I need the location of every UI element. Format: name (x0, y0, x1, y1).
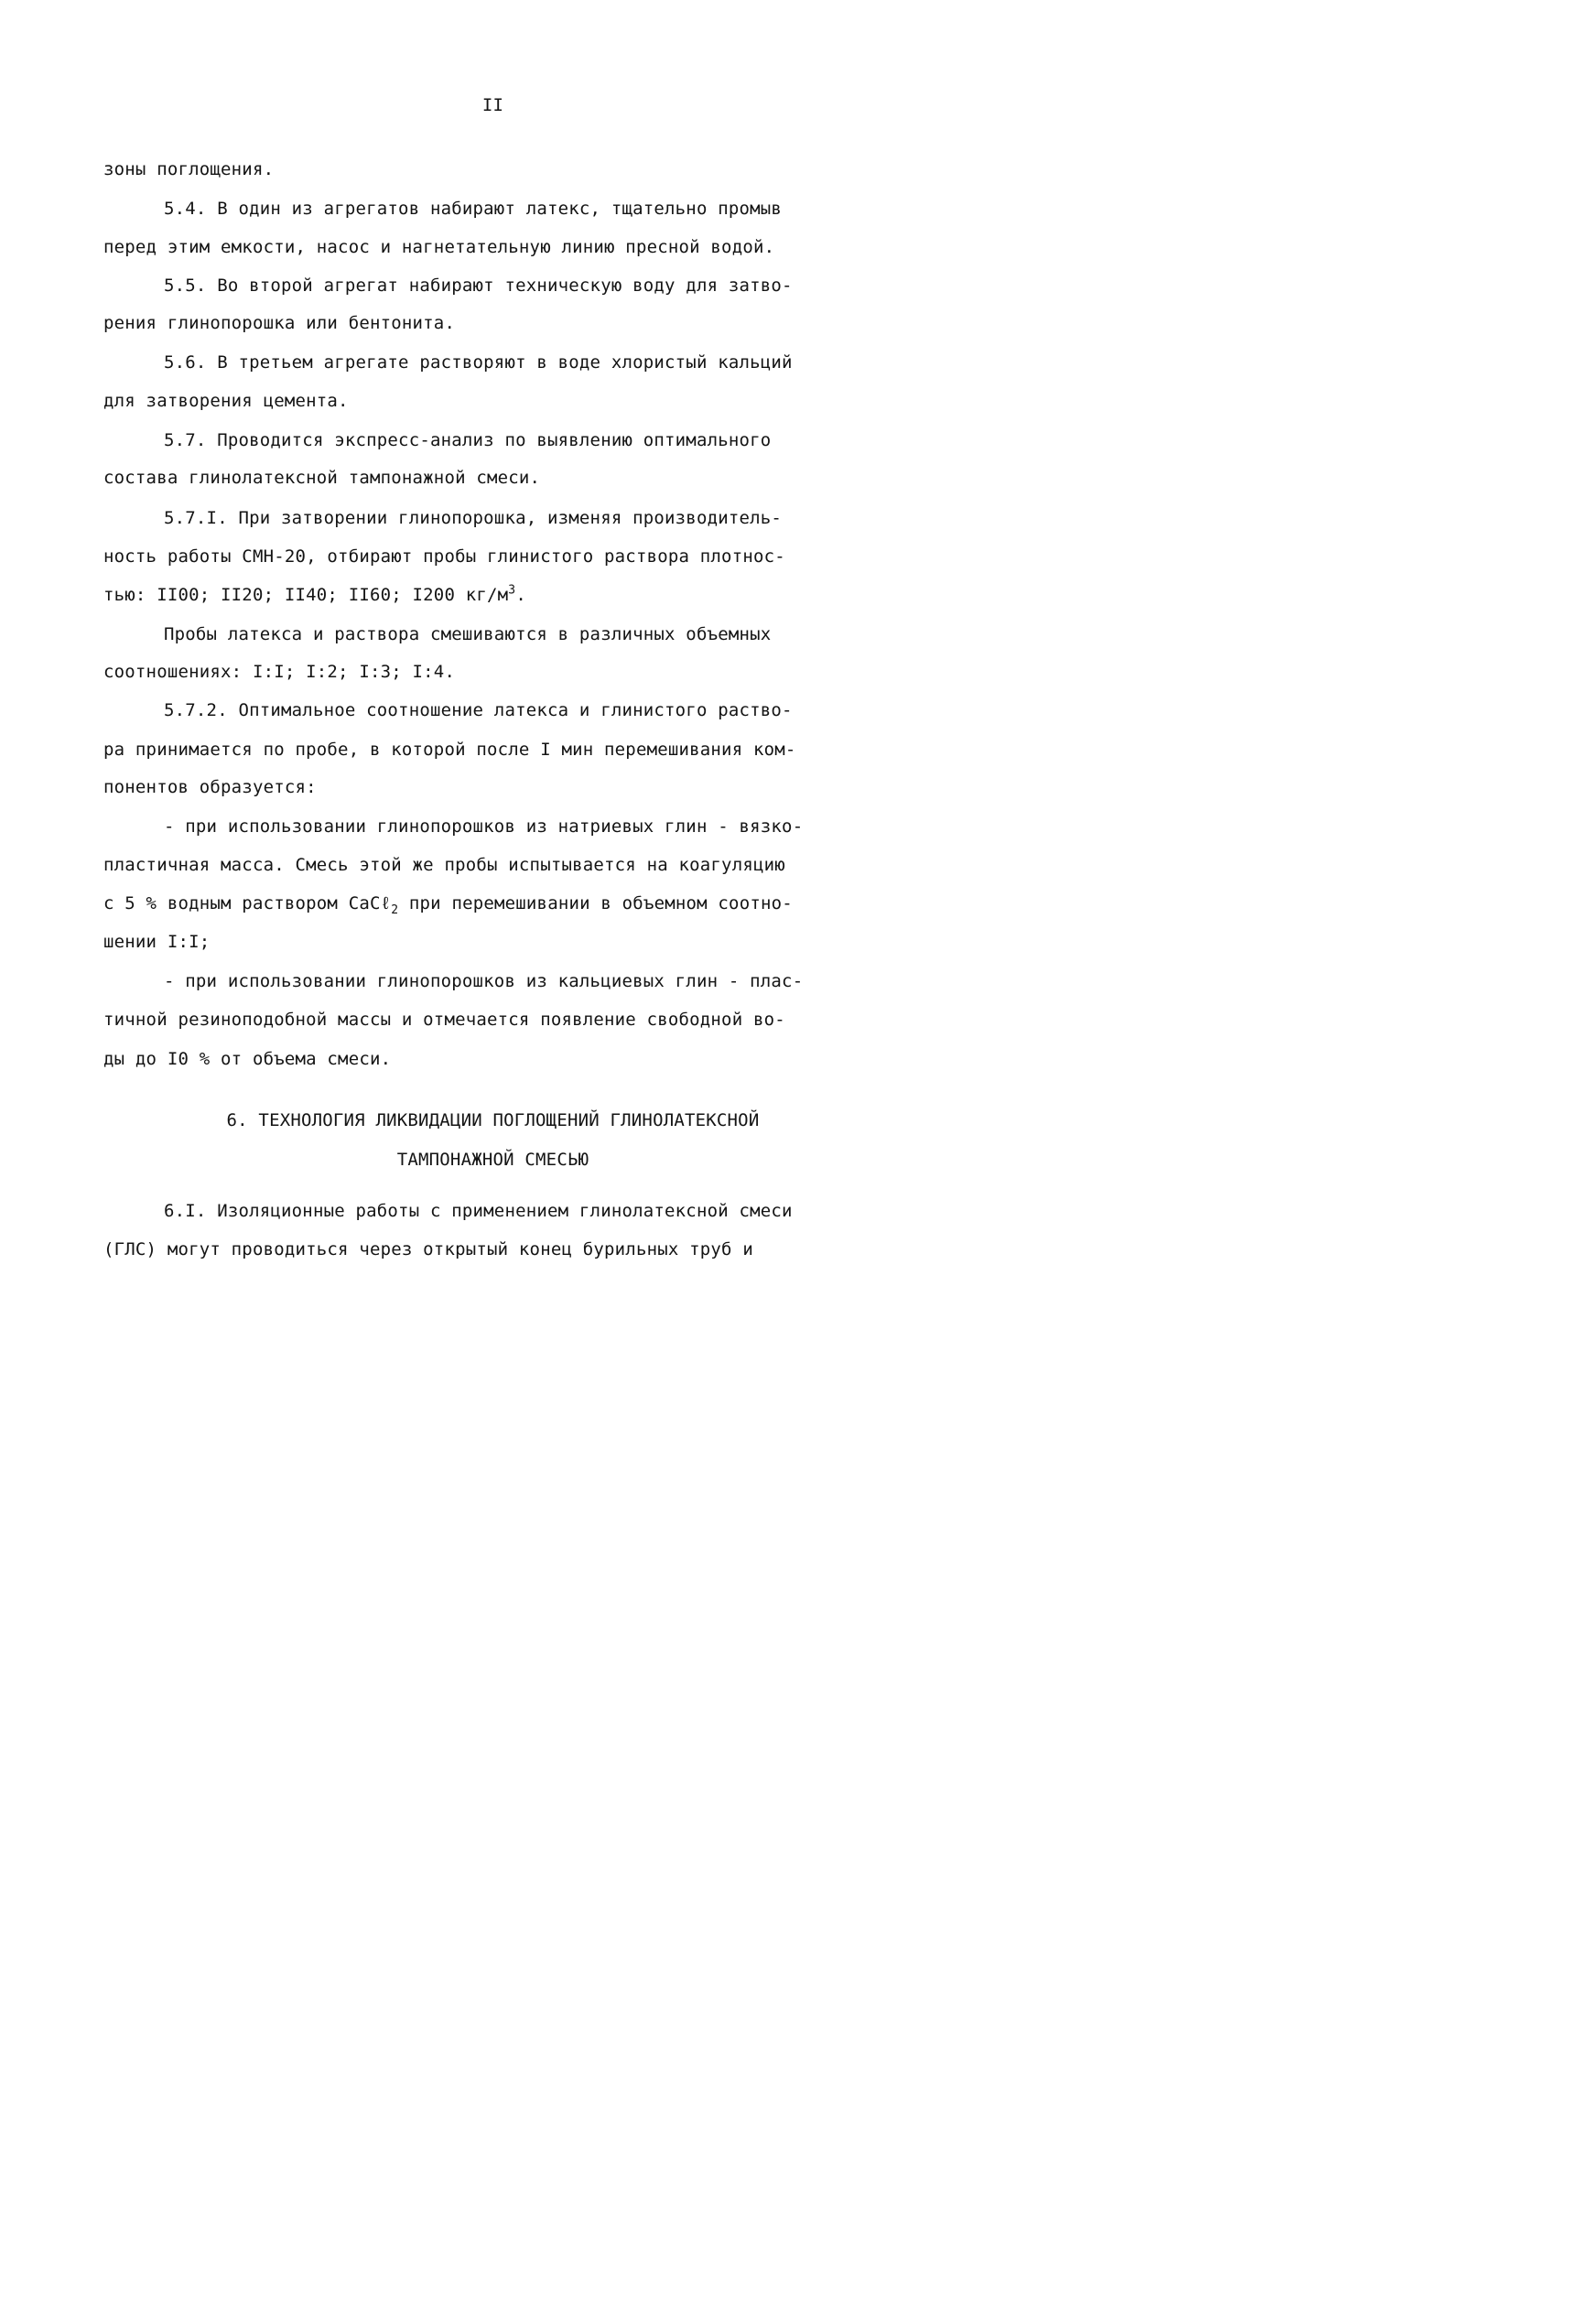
paragraph-5-7-2: 5.7.2. Оптимальное соотношение латекса и глинистого раство- (164, 700, 793, 720)
text-line: ность работы СМН-20, отбирают пробы глинистого раствора плотнос- (103, 546, 785, 567)
text-line: шении I:I; (103, 932, 211, 952)
text-line: состава глинолатексной тампонажной смеси. (103, 468, 541, 488)
text-line: тичной резиноподобной массы и отмечается появление свободной во- (103, 1010, 785, 1030)
text-line-density (103, 584, 526, 606)
mixing-text: при перемешивании в объемном соотно- (398, 893, 793, 913)
list-item-sodium-clays: - при использовании глинопорошков из натриевых глин - вязко- (164, 816, 804, 837)
density-values: тью: II00; II20; II40; II60; I200 кг/м (103, 585, 509, 605)
paragraph-5-5: 5.5. Во второй агрегат набирают техническую воду для затво- (164, 276, 793, 296)
text-line: ра принимается по пробе, в которой после I мин перемешивания ком- (103, 740, 796, 760)
text-line: ды до I0 % от объема смеси. (103, 1049, 392, 1069)
text-line: (ГЛС) могут проводиться через открытый конец бурильных труб и (103, 1239, 753, 1259)
text-line: соотношениях: I:I; I:2; I:3; I:4. (103, 662, 456, 682)
text-line: пластичная масса. Смесь этой же пробы испытывается на коагуляцию (103, 855, 785, 875)
paragraph-6-1: 6.I. Изоляционные работы с применением глинолатексной смеси (164, 1201, 793, 1221)
text-line: перед этим емкости, насос и нагнетательную линию пресной водой. (103, 237, 775, 257)
paragraph-5-7: 5.7. Проводится экспресс-анализ по выявлению оптимального (164, 430, 772, 450)
text-line-cacl2 (103, 892, 793, 917)
cacl2-text: с 5 % водным раствором CaCℓ (103, 893, 392, 913)
text-line: понентов образуется: (103, 777, 317, 797)
period: . (515, 585, 526, 605)
list-item-calcium-clays: - при использовании глинопорошков из кальциевых глин - плас- (164, 971, 804, 991)
paragraph-5-6: 5.6. В третьем агрегате растворяют в воде хлористый кальций (164, 352, 793, 373)
paragraph-5-7-1: 5.7.I. При затворении глинопорошка, изменяя производитель- (164, 508, 783, 528)
text-line: рения глинопорошка или бентонита. (103, 313, 456, 333)
paragraph-samples: Пробы латекса и раствора смешиваются в различных объемных (164, 624, 772, 644)
superscript-3: 3 (508, 583, 516, 598)
paragraph-5-4: 5.4. В один из агрегатов набирают латекс, тщательно промыв (164, 199, 783, 219)
section-heading-line-1: 6. ТЕХНОЛОГИЯ ЛИКВИДАЦИИ ПОГЛОЩЕНИЙ ГЛИНОЛАТЕКСНОЙ (226, 1110, 760, 1130)
page-number: II (481, 95, 504, 115)
text-line: для затворения цемента. (103, 391, 349, 411)
document-page (0, 0, 986, 1453)
subscript-2: 2 (391, 903, 399, 917)
text-line: зоны поглощения. (103, 159, 275, 179)
section-heading-line-2: ТАМПОНАЖНОЙ СМЕСЬЮ (396, 1150, 589, 1170)
